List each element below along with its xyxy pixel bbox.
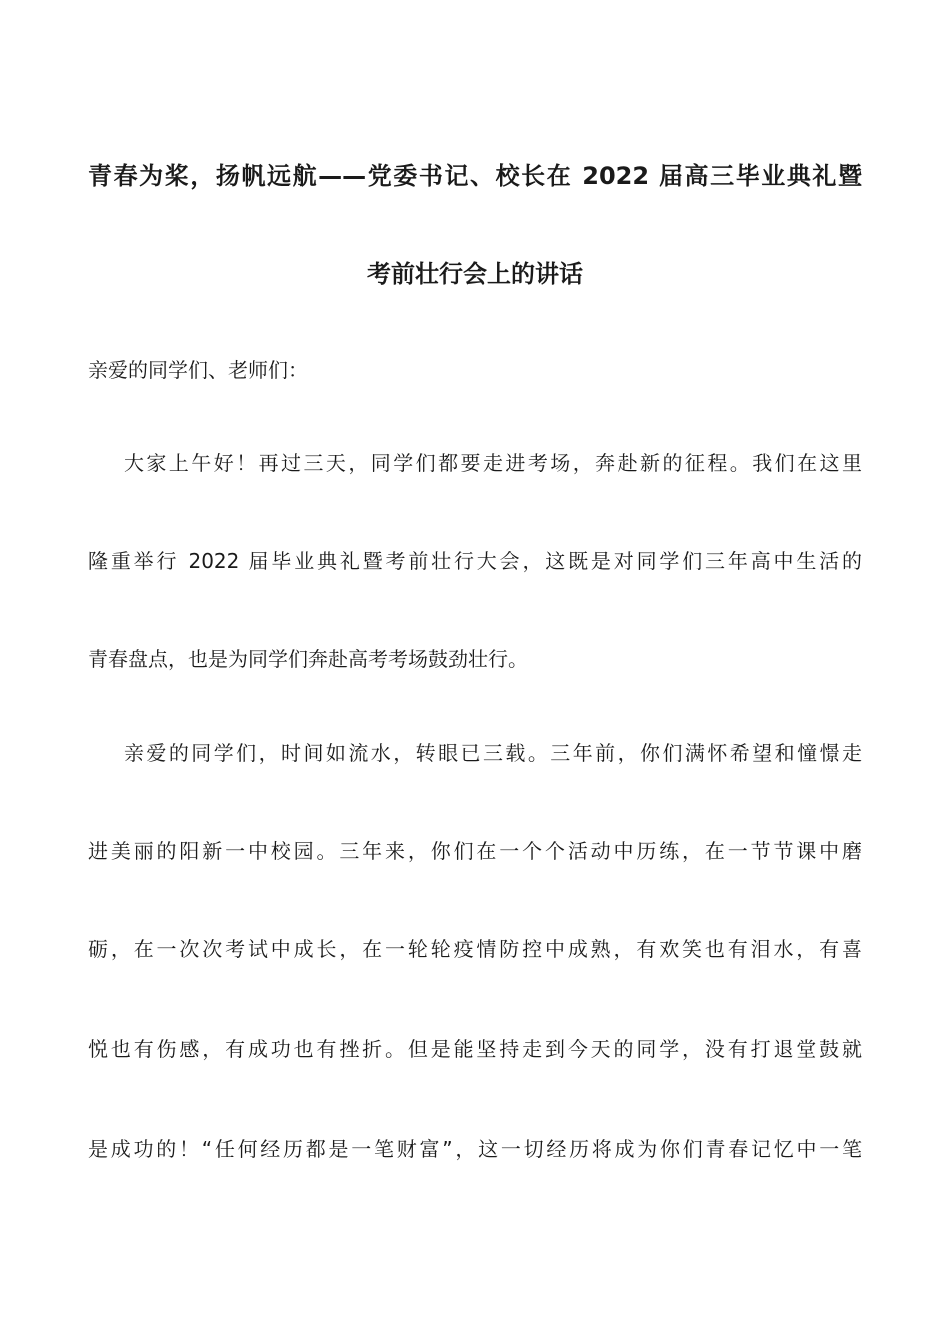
document-title-line-1: 青春为桨，扬帆远航——党委书记、校长在 2022 届高三毕业典礼暨 (88, 162, 862, 190)
paragraph-1-line-1 (88, 449, 862, 477)
paragraph-2-line-4: 悦也有伤感，有成功也有挫折。但是能坚持走到今天的同学，没有打退堂鼓就 (88, 1037, 862, 1061)
paragraph-1-line-2: 隆重举行 2022 届毕业典礼暨考前壮行大会，这既是对同学们三年高中生活的 (88, 549, 862, 573)
paragraph-2-line-1-text: 亲爱的同学们，时间如流水，转眼已三载。三年前，你们满怀希望和憧憬走 (124, 741, 862, 765)
document-title-line-2: 考前壮行会上的讲话 (367, 260, 583, 288)
paragraph-1-line-1-text: 大家上午好！再过三天，同学们都要走进考场，奔赴新的征程。我们在这里 (124, 451, 862, 475)
paragraph-2-line-3: 砺，在一次次考试中成长，在一轮轮疫情防控中成熟，有欢笑也有泪水，有喜 (88, 937, 862, 961)
paragraph-2-line-5: 是成功的！“任何经历都是一笔财富”，这一切经历将成为你们青春记忆中一笔 (88, 1137, 862, 1161)
paragraph-1-line-3: 青春盘点，也是为同学们奔赴高考考场鼓劲壮行。 (88, 647, 528, 671)
paragraph-2-line-2: 进美丽的阳新一中校园。三年来，你们在一个个活动中历练，在一节节课中磨 (88, 839, 862, 863)
paragraph-2-line-1 (88, 739, 862, 767)
greeting: 亲爱的同学们、老师们： (88, 358, 308, 382)
